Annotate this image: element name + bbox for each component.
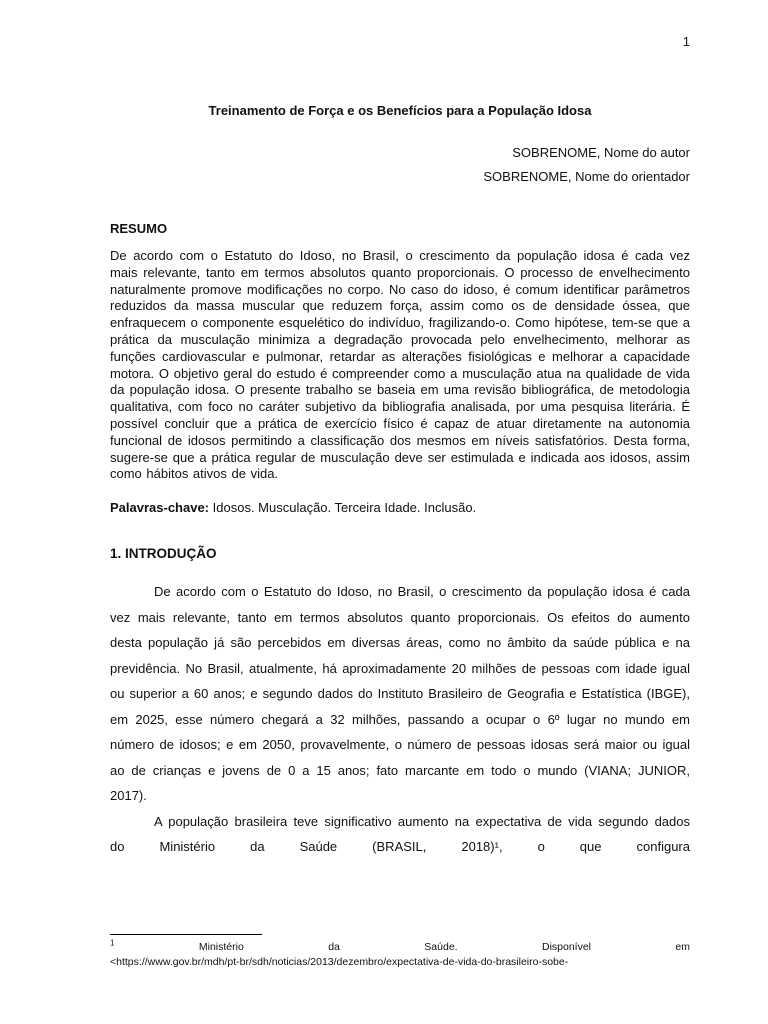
introduction-paragraph-1: De acordo com o Estatuto do Idoso, no Brasil, o crescimento da população idosa é cada vez mais relevante, tanto em termos absolutos quanto proporcionais. Os efeitos do aumento desta população já são percebidos em diversas áreas, como no âmbito da saúde pública e na previdência. No Brasil, atualmente, há aproximadamente 20 milhões de pessoas com idade igual ou superior a 60 anos; e segundo dados do Instituto Brasileiro de Geografia e Estatística (IBGE), em 2025, esse número chegará a 32 milhões, passando a ocupar o 6º lugar no mundo em número de idosos; e em 2050, provavelmente, o número de pessoas idosas será maior ou igual ao de crianças e jovens de 0 a 15 anos; fato marcante em todo o mundo (VIANA; JUNIOR, 2017). bbox=[110, 584, 690, 804]
resumo-heading: RESUMO bbox=[110, 221, 168, 236]
footnote-area bbox=[110, 934, 690, 970]
footnote-separator-rule bbox=[110, 934, 262, 935]
footnote-marker: 1 bbox=[110, 938, 115, 948]
footnote-text bbox=[110, 940, 690, 970]
document-title: Treinamento de Força e os Benefícios para a População Idosa bbox=[208, 103, 592, 118]
introduction-paragraph-2: A população brasileira teve significativo aumento na expectativa de vida segundo dados do Ministério da Saúde (BRASIL, 2018)¹, o que configura bbox=[110, 813, 690, 855]
author-block bbox=[110, 141, 690, 189]
footnote-source: Ministério da Saúde. Disponível em bbox=[198, 941, 691, 953]
advisor-line: SOBRENOME, Nome do orientador bbox=[483, 169, 690, 184]
page-number: 1 bbox=[682, 34, 690, 49]
introduction-heading: 1. INTRODUÇÃO bbox=[110, 546, 217, 562]
footnote-url: <https://www.gov.br/mdh/pt-br/sdh/noticias/2013/dezembro/expectativa-de-vida-do-brasileiro-sobe- bbox=[110, 956, 569, 968]
keywords-line bbox=[110, 499, 690, 516]
abstract-paragraph: De acordo com o Estatuto do Idoso, no Brasil, o crescimento da população idosa é cada vez mais relevante, tanto em termos absolutos quanto proporcionais. O processo de envelhecimento naturalmente promove modificações no corpo. No caso do idoso, é comum identificar parâmetros reduzidos da massa muscular que reduzem força, assim como os de densidade óssea, que enfraquecem o componente esquelético do indivíduo, fragilizando-o. Como hipótese, tem-se que a prática da musculação minimiza a degradação provocada pelo envelhecimento, melhorar as funções cardiovascular e pulmonar, retardar as alterações fisiológicas e melhorar a capacidade motora. O objetivo geral do estudo é compreender como a musculação atua na qualidade de vida da população idosa. O presente trabalho se baseia em uma revisão bibliográfica, de metodologia qualitativa, com foco no caráter subjetivo da bibliografia analisada, por uma pesquisa literária. É possível concluir que a prática de exercício físico é capaz de atuar diretamente na autonomia funcional de idosos permitindo a classificação dos mesmos em níveis satisfatórios. Desta forma, sugere-se que a prática regular de musculação deve ser estimulada e indicada aos idosos, assim como hábitos ativos de vida. bbox=[110, 248, 690, 482]
keywords-label: Palavras-chave: bbox=[110, 500, 210, 516]
keywords-text: Idosos. Musculação. Terceira Idade. Inclusão. bbox=[212, 500, 477, 516]
author-line: SOBRENOME, Nome do autor bbox=[512, 145, 690, 160]
